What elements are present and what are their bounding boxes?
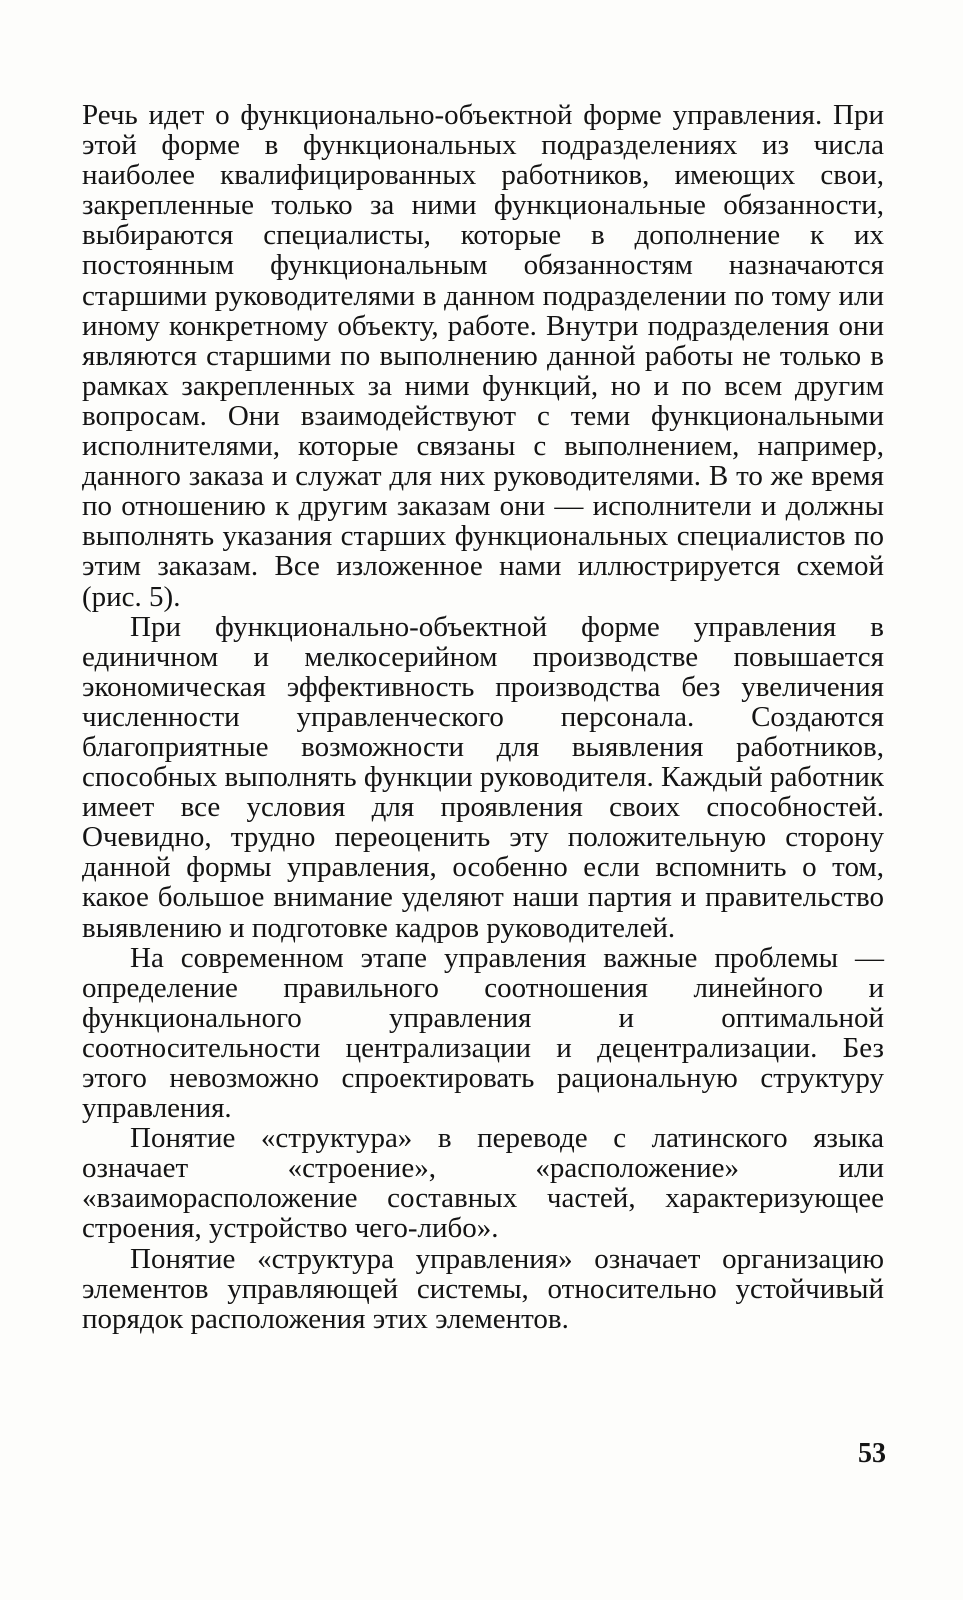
body-text <box>82 100 884 1334</box>
page-number: 53 <box>858 1438 886 1469</box>
paragraph-3: На современном этапе управления важные проблемы — определение правильного соотношения линейного и функционального управления и оптимальной соотносительности централизации и децентрализации. Без этого невозможно спроектировать рациональную структуру управления. <box>82 941 884 1125</box>
paragraph-2: При функционально-объектной форме управления в единичном и мелкосерийном производстве повышается экономическая эффективность производства без увеличения численности управленческого персонала. Создаются благоприятные возможности для выявления работников, способных выполнять функции руководителя. Каждый работник имеет все условия для проявления своих способностей. Очевидно, трудно переоценить эту положительную сторону данной формы управления, особенно если вспомнить о том, какое большое внимание уделяют наши партия и правительство выявлению и подготовке кадров руководителей. <box>82 610 884 944</box>
paragraph-5: Понятие «структура управления» означает организацию элементов управляющей системы, относительно устойчивый порядок расположения этих элементов. <box>82 1242 884 1335</box>
paragraph-4: Понятие «структура» в переводе с латинского языка означает «строение», «расположение» или «взаиморасположение составных частей, характеризующее строения, устройство чего-либо». <box>82 1122 884 1245</box>
paragraph-1: Речь идет о функционально-объектной форме управления. При этой форме в функциональных подразделениях из числа наиболее квалифицированных работников, имеющих свои, закрепленные только за ними функциональные обязанности, выбираются специалисты, которые в дополнение к их постоянным функциональным обязанностям назначаются старшими руководителями в данном подразделении по тому или иному конкретному объекту, работе. Внутри подразделения они являются старшими по выполнению данной работы не только в рамках закрепленных за ними функций, но и по всем другим вопросам. Они взаимодействуют с теми функциональными исполнителями, которые связаны с выполнением, например, данного заказа и служат для них руководителями. В то же время по отношению к другим заказам они — исполнители и должны выполнять указания старших функциональных специалистов по этим заказам. Все изложенное нами иллюстрируется схемой (рис. 5). <box>82 99 884 613</box>
